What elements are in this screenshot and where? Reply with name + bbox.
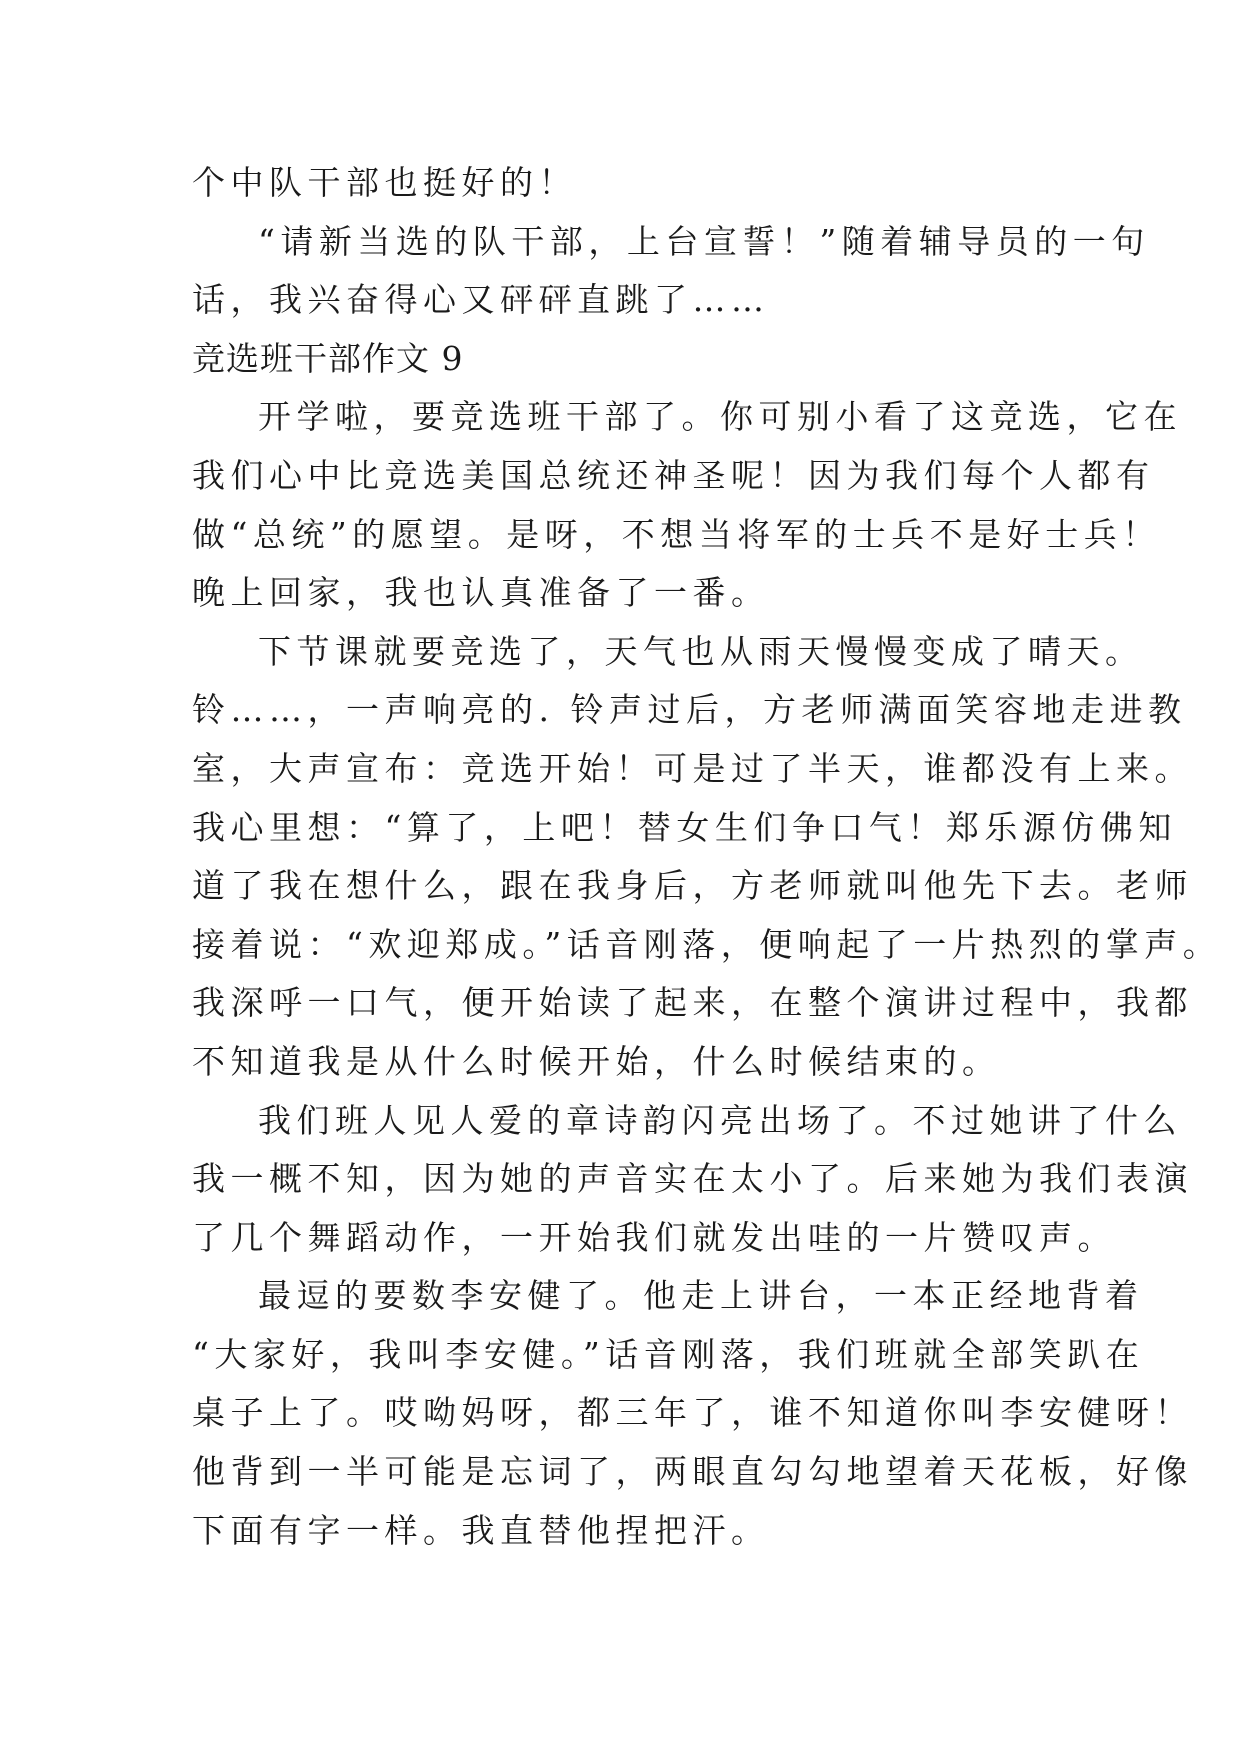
text-line: 铃……，一声响亮的. 铃声过后，方老师满面笑容地走进教 xyxy=(192,690,1187,730)
paragraph-first-line: 最逗的要数李安健了。他走上讲台，一本正经地背着 xyxy=(258,1276,1144,1316)
text-line: 个中队干部也挺好的！ xyxy=(192,163,577,202)
document-body xyxy=(192,154,1222,1560)
text-line: 我心里想：“算了，上吧！替女生们争口气！郑乐源仿佛知 xyxy=(192,807,1177,847)
paragraph-first-line: 我们班人见人爱的章诗韵闪亮出场了。不过她讲了什么 xyxy=(258,1100,1182,1140)
text-line: 下面有字一样。我直替他捏把汗。 xyxy=(192,1510,770,1550)
text-line: 我们心中比竞选美国总统还神圣呢！因为我们每个人都有 xyxy=(192,455,1155,495)
text-line: 道了我在想什么，跟在我身后，方老师就叫他先下去。老师 xyxy=(192,866,1193,906)
text-line: 话，我兴奋得心又砰砰直跳了…… xyxy=(192,280,770,320)
paragraph-first-line: 开学啦，要竞选班干部了。你可别小看了这竞选，它在 xyxy=(258,397,1182,437)
section-heading: 竞选班干部作文 9 xyxy=(192,338,464,378)
paragraph-first-line: 下节课就要竞选了，天气也从雨天慢慢变成了晴天。 xyxy=(258,631,1144,671)
text-line: “大家好，我叫李安健。”话音刚落，我们班就全部笑趴在 xyxy=(192,1334,1145,1374)
paragraph-first-line: “请新当选的队干部，上台宣誓！”随着辅导员的一句 xyxy=(258,221,1150,261)
text-line: 接着说：“欢迎郑成。”话音刚落，便响起了一片热烈的掌声。 xyxy=(192,924,1222,964)
text-line: 做“总统”的愿望。是呀，不想当将军的士兵不是好士兵！ xyxy=(192,514,1161,554)
text-line: 晚上回家，我也认真准备了一番。 xyxy=(192,573,770,613)
text-line: 我一概不知，因为她的声音实在太小了。后来她为我们表演 xyxy=(192,1159,1193,1199)
text-line: 不知道我是从什么时候开始，什么时候结束的。 xyxy=(192,1041,1001,1081)
text-line: 他背到一半可能是忘词了，两眼直勾勾地望着天花板，好像 xyxy=(192,1452,1193,1492)
text-line: 室，大声宣布：竞选开始！可是过了半天，谁都没有上来。 xyxy=(192,748,1193,788)
text-line: 我深呼一口气，便开始读了起来，在整个演讲过程中，我都 xyxy=(192,983,1193,1023)
text-line: 了几个舞蹈动作，一开始我们就发出哇的一片赞叹声。 xyxy=(192,1217,1116,1257)
text-line: 桌子上了。哎呦妈呀，都三年了，谁不知道你叫李安健呀！ xyxy=(192,1393,1193,1433)
